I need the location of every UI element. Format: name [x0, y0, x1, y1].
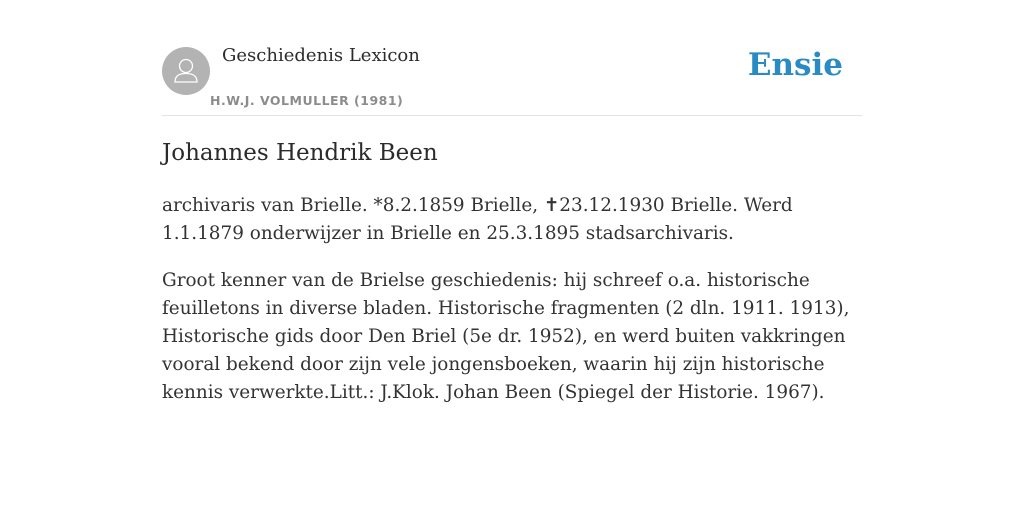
- source-title-link[interactable]: Geschiedenis Lexicon: [222, 45, 420, 66]
- entry-title: Johannes Hendrik Been: [162, 140, 438, 166]
- entry-paragraph: Groot kenner van de Brielse geschiedenis: hij schreef o.a. historische feuilletons in diverse bladen. Historische fragmenten (2 dln. 1911. 1913), Historische gids door Den Briel (5e dr. 1952), en werd buiten vakkringen vooral bekend door zijn vele jongensboeken, waarin hij zijn historische kennis verwerkte.Litt.: J.Klok. Johan Been (Spiegel der Historie. 1967).: [162, 270, 850, 403]
- entry-card: [162, 0, 862, 403]
- ensie-logo-link[interactable]: Ensie: [747, 47, 843, 83]
- source-header: [162, 0, 862, 116]
- entry-body: [162, 192, 862, 426]
- entry-paragraph: archivaris van Brielle. *8.2.1859 Brielle, ✝23.12.1930 Brielle. Werd 1.1.1879 onderwijzer in Brielle en 25.3.1895 stadsarchivaris.: [162, 195, 793, 244]
- user-silhouette-icon[interactable]: [162, 47, 210, 95]
- source-author: H.W.J. VOLMULLER (1981): [210, 93, 404, 108]
